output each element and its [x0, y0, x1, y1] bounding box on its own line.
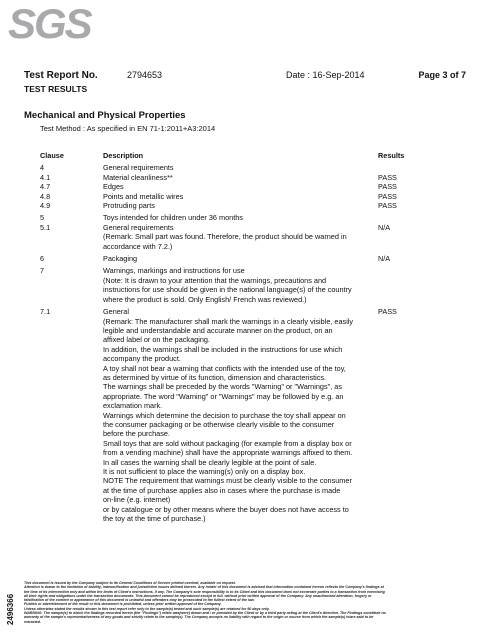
result-cell [378, 476, 470, 485]
result-cell [378, 495, 470, 504]
table-row [40, 213, 470, 222]
clause-cell [40, 486, 103, 495]
table-row [40, 495, 470, 504]
table-row [40, 373, 470, 382]
result-cell: PASS [378, 182, 397, 192]
clause-cell [40, 495, 103, 504]
clause-cell [40, 285, 103, 294]
table-row [40, 317, 470, 326]
clause-cell [40, 476, 103, 485]
description-cell: accompany the product. [103, 354, 181, 364]
clause-cell: 4 [40, 163, 45, 173]
clause-cell [40, 429, 103, 438]
description-cell: accordance with 7.2.) [103, 241, 173, 251]
legal-footer [24, 581, 470, 624]
description-cell: affixed label or on the packaging. [103, 335, 210, 345]
table-row [40, 242, 470, 251]
clause-cell [40, 232, 103, 241]
table-row [40, 326, 470, 335]
table-row [40, 345, 470, 354]
description-cell: instructions for use should be given in the national language(s) of the country [103, 285, 352, 295]
table-row [40, 429, 470, 438]
clause-cell [40, 505, 103, 514]
description-cell: (Remark: The manufacturer shall mark the warnings in a clearly visible, easily [103, 316, 354, 326]
table-row [40, 382, 470, 391]
clause-cell [40, 401, 103, 410]
col-description: Description [103, 151, 144, 160]
result-cell [378, 364, 470, 373]
result-cell: PASS [378, 307, 397, 317]
section-title: Mechanical and Physical Properties [24, 110, 186, 121]
table-row [40, 514, 470, 523]
report-header [24, 70, 466, 84]
description-cell: Small toys that are sold without packaging (for example from a display box or [103, 438, 352, 448]
clause-cell [40, 467, 103, 476]
clause-cell: 4.1 [40, 172, 51, 182]
result-cell [378, 392, 470, 401]
clause-cell: 4.9 [40, 201, 51, 211]
table-row [40, 285, 470, 294]
result-cell [378, 514, 470, 523]
description-cell: It is not sufficient to place the warning(s) only on a display box. [103, 467, 306, 476]
result-cell [378, 373, 470, 382]
table-row [40, 173, 470, 182]
table-row [40, 232, 470, 241]
footer-line: WARNING: The sample(s) to which the findings recorded herein (the "Findings") relate was(were) drawn and / or provided by the Client or by a third party acting at the Client's direction. The Findings constitute no [24, 611, 386, 616]
table-row [40, 420, 470, 429]
result-cell [378, 163, 470, 172]
table-row [40, 411, 470, 420]
result-cell [378, 486, 470, 495]
description-cell: the consumer packaging or be otherwise clearly visible to the consumer [103, 419, 335, 429]
result-cell [378, 276, 470, 285]
result-cell [378, 401, 470, 410]
table-row [40, 476, 470, 485]
table-row [40, 223, 470, 232]
description-cell: the toy at the time of purchase.) [103, 514, 206, 524]
description-cell: In addition, the warnings shall be included in the instructions for use which [103, 344, 343, 354]
result-cell [378, 335, 470, 344]
table-row [40, 505, 470, 514]
clause-cell [40, 392, 103, 401]
result-cell: N/A [378, 222, 391, 232]
result-cell [378, 266, 470, 275]
clause-cell [40, 373, 103, 382]
result-cell [378, 354, 470, 363]
description-cell: Toys intended for children under 36 months [103, 213, 243, 223]
table-row [40, 401, 470, 410]
description-cell: from a vending machine) shall have the appropriate warnings affixed to them. [103, 448, 353, 458]
clause-cell [40, 364, 103, 373]
table-row [40, 295, 470, 304]
clause-cell [40, 295, 103, 304]
footer-line: warranty of the sample's representativeness of any goods and strictly relate to the sample(s). The Company accepts no liability with regard to the origin or source from which the sample(s) is/are said to be [24, 615, 374, 620]
result-cell [378, 345, 470, 354]
result-cell [378, 295, 470, 304]
table-row [40, 201, 470, 210]
table-row [40, 163, 470, 172]
result-cell [378, 411, 470, 420]
table-row [40, 266, 470, 275]
clause-cell [40, 345, 103, 354]
footer-line: Attention is drawn to the limitation of liability, indemnification and jurisdiction issues defined therein. Any holder of this document is advised that information contained hereon reflects the Company's findings at [24, 585, 384, 590]
clause-cell [40, 514, 103, 523]
description-cell: as determined by virtue of its function, dimension and characteristics. [103, 372, 327, 382]
table-row [40, 307, 470, 316]
result-cell [378, 317, 470, 326]
table-row [40, 192, 470, 201]
table-body [40, 163, 470, 523]
description-cell: appropriate. The word "Warning" or "Warnings" may be followed by e.g. an [103, 391, 344, 401]
result-cell [378, 505, 470, 514]
result-cell: N/A [378, 254, 391, 264]
description-cell: (Remark: Small part was found. Therefore, the product should be warned in [103, 232, 347, 242]
description-cell: Protruding parts [103, 201, 155, 211]
result-cell: PASS [378, 201, 397, 211]
footer-line: This document is issued by the Company subject to its General Conditions of Service printed overleaf, available on request. [24, 581, 236, 585]
results-table [40, 151, 470, 523]
table-row [40, 354, 470, 363]
col-results: Results [378, 151, 405, 160]
test-results-heading: TEST RESULTS [24, 84, 88, 94]
clause-cell [40, 335, 103, 344]
description-cell: before the purchase. [103, 429, 170, 439]
clause-cell: 7 [40, 266, 45, 276]
result-cell: PASS [378, 172, 397, 182]
sgs-logo: SGS [8, 0, 91, 47]
clause-cell [40, 420, 103, 429]
table-row [40, 364, 470, 373]
clause-cell: 4.8 [40, 191, 51, 201]
description-cell: General requirements [103, 163, 174, 173]
description-cell: or by catalogue or by other means where the buyer does not have access to [103, 504, 349, 514]
report-date: Date : 16-Sep-2014 [286, 70, 365, 80]
description-cell: Points and metallic wires [103, 191, 184, 201]
result-cell [378, 429, 470, 438]
description-cell: Edges [103, 182, 124, 192]
clause-cell [40, 439, 103, 448]
result-cell [378, 285, 470, 294]
table-row [40, 486, 470, 495]
clause-cell: 4.7 [40, 182, 51, 192]
test-method: Test Method : As specified in EN 71-1:2011+A3:2014 [40, 124, 216, 133]
result-cell [378, 242, 470, 251]
description-cell: at the time of purchase applies also in cases where the purchase is made [103, 485, 341, 495]
description-cell: Packaging [103, 254, 138, 264]
clause-cell: 5 [40, 213, 45, 223]
result-cell: PASS [378, 191, 397, 201]
description-cell: (Note: It is drawn to your attention that the warnings, precautions and [103, 275, 327, 285]
clause-cell: 6 [40, 254, 45, 264]
description-cell: In all cases the warning shall be clearly legible at the point of sale. [103, 457, 317, 467]
description-cell: on-line (e.g. internet) [103, 495, 171, 505]
description-cell: NOTE The requirement that warnings must be clearly visible to the consumer [103, 476, 352, 486]
footer-line: all their rights and obligations under the transaction documents. This document cannot be reproduced except in full, without prior written approval of the Company. Any unauthorized alteration, forgery or [24, 593, 372, 598]
clause-cell [40, 411, 103, 420]
description-cell: Warnings, markings and instructions for use [103, 266, 245, 276]
description-cell: Material cleanliness** [103, 172, 173, 182]
clause-cell [40, 354, 103, 363]
clause-cell: 7.1 [40, 307, 51, 317]
clause-cell [40, 242, 103, 251]
result-cell [378, 448, 470, 457]
description-cell: General [103, 307, 129, 317]
footer-line: Publish or advertisement of the result or this document is prohibited, unless prior written approval of the Company. [24, 602, 222, 607]
col-clause: Clause [40, 151, 64, 160]
table-row [40, 254, 470, 263]
clause-cell: 5.1 [40, 222, 51, 232]
clause-cell [40, 382, 103, 391]
table-row [40, 335, 470, 344]
clause-cell [40, 458, 103, 467]
clause-cell [40, 326, 103, 335]
result-cell [378, 467, 470, 476]
description-cell: General requirements [103, 222, 174, 232]
table-row [40, 439, 470, 448]
description-cell: A toy shall not bear a warning that conflicts with the intended use of the toy, [103, 363, 346, 373]
description-cell: legible and understandable and accurate manner on the product, on an [103, 325, 333, 335]
description-cell: exclamation mark. [103, 401, 163, 411]
footer-line: falsification of the content or appearance of this document is unlawful and offenders may be prosecuted to the fullest extent of the law. [24, 598, 255, 603]
result-cell [378, 213, 470, 222]
table-row [40, 467, 470, 476]
result-cell [378, 326, 470, 335]
description-cell: Warnings which determine the decision to purchase the toy shall appear on [103, 410, 346, 420]
clause-cell [40, 317, 103, 326]
result-cell [378, 458, 470, 467]
footer-line: Unless otherwise stated the results shown in this test report refer only to the sample(s) tested and such sample(s) are retained for 90 days only. [24, 606, 270, 611]
result-cell [378, 420, 470, 429]
clause-cell [40, 448, 103, 457]
table-row [40, 392, 470, 401]
table-header [40, 151, 470, 160]
result-cell [378, 439, 470, 448]
clause-cell [40, 276, 103, 285]
side-code: 2496366 [6, 593, 15, 625]
result-cell [378, 382, 470, 391]
table-row [40, 276, 470, 285]
description-cell: The warnings shall be preceded by the words "Warning" or "Warnings", as [103, 382, 342, 392]
description-cell: where the product is sold. Only English/ French was reviewed.) [103, 294, 307, 304]
result-cell [378, 232, 470, 241]
report-number: 2794653 [127, 70, 163, 80]
page-indicator: Page 3 of 7 [418, 70, 466, 80]
footer-line: the time of its intervention only and within the limits of Client's instructions, if any. The Company's sole responsibility is to its Client and this document does not exonerate parties to a transaction from exercising [24, 589, 385, 594]
report-title: Test Report No. [24, 70, 98, 81]
table-row [40, 448, 470, 457]
table-row [40, 182, 470, 191]
footer-line: extracted. [24, 619, 41, 624]
table-row [40, 458, 470, 467]
